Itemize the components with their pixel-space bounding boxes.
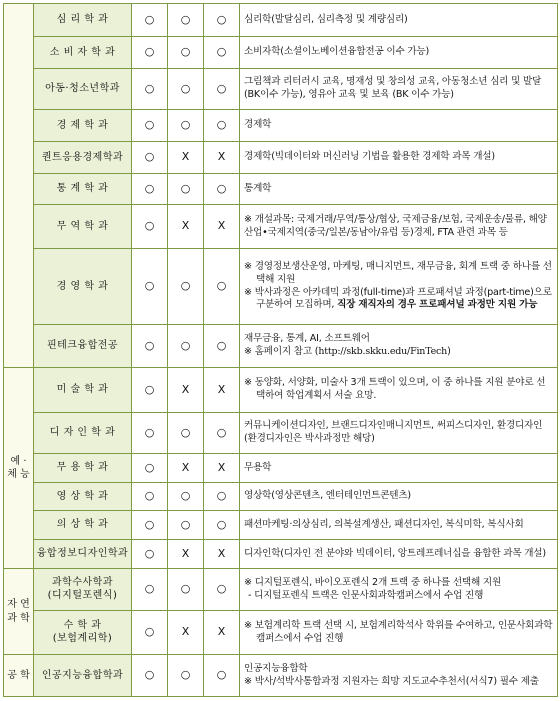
dept-description: 디자인학(디자인 전 분야와 빅데이터, 앙트레프레너십을 융합한 과목 개설) — [240, 540, 558, 569]
table-row — [4, 142, 558, 174]
dept-name: 융합정보디자인학과 — [34, 540, 132, 569]
table-row — [4, 37, 558, 69]
availability-mark: ○ — [132, 611, 168, 655]
availability-mark: ○ — [132, 142, 168, 174]
availability-mark: X — [204, 205, 240, 249]
availability-mark: ○ — [204, 413, 240, 454]
dept-name: 무 용 학 과 — [34, 454, 132, 483]
table-row — [4, 69, 558, 110]
availability-mark: X — [168, 142, 204, 174]
availability-mark: ○ — [168, 174, 204, 205]
division-engineering: 공 학 — [4, 655, 34, 697]
availability-mark: ○ — [204, 69, 240, 110]
availability-mark: ○ — [204, 655, 240, 697]
availability-mark: ○ — [132, 655, 168, 697]
availability-mark: ○ — [132, 413, 168, 454]
dept-name: 심 리 학 과 — [34, 4, 132, 37]
dept-description: ※ 개설과목: 국제거래/무역/통상/협상, 국제금융/보험, 국제운송/물류, 해양산업•국제지역(중국/일본/동남아/유럽 등)경제, FTA 관련 과목 등 — [240, 205, 558, 249]
availability-mark: ○ — [132, 454, 168, 483]
availability-mark: ○ — [204, 511, 240, 540]
availability-mark: ○ — [168, 511, 204, 540]
fintech-homepage-link[interactable]: http://skb.skku.edu/FinTech — [318, 346, 448, 357]
availability-mark: ○ — [168, 655, 204, 697]
dept-name: 무 역 학 과 — [34, 205, 132, 249]
dept-description: ※ 동양화, 서양화, 미술사 3개 트랙이 있으며, 이 중 하나를 지원 분야로 선택하여 학업계획서 서술 요망. — [240, 368, 558, 413]
table-row — [4, 413, 558, 454]
table-row — [4, 110, 558, 142]
table-row — [4, 454, 558, 483]
program-table — [3, 3, 558, 697]
dept-description: ※ 보험계리학 트랙 선택 시, 보험계리학석사 학위를 수여하고, 인문사회과학캠퍼스에서 수업 진행 — [240, 611, 558, 655]
availability-mark: ○ — [168, 110, 204, 142]
dept-description: 경제학(빅데이터와 머신러닝 기법을 활용한 경제학 과목 개설) — [240, 142, 558, 174]
availability-mark: X — [168, 368, 204, 413]
table-row — [4, 611, 558, 655]
availability-mark: ○ — [132, 4, 168, 37]
table-row — [4, 174, 558, 205]
availability-mark: ○ — [132, 569, 168, 611]
table-row — [4, 4, 558, 37]
dept-description: 재무금융, 통계, AI, 소프트웨어 ※ 홈페이지 참고 (http://skb.skku.edu/FinTech) — [240, 325, 558, 368]
dept-name: 경 제 학 과 — [34, 110, 132, 142]
dept-name: 인공지능융합학과 — [34, 655, 132, 697]
availability-mark: X — [168, 205, 204, 249]
availability-mark: ○ — [204, 569, 240, 611]
availability-mark: X — [204, 611, 240, 655]
table-row — [4, 205, 558, 249]
dept-description: 패션마케팅·의상심리, 의복설계생산, 패션디자인, 복식미학, 복식사회 — [240, 511, 558, 540]
table-row — [4, 368, 558, 413]
availability-mark: ○ — [132, 540, 168, 569]
availability-mark: X — [204, 142, 240, 174]
dept-name: 아동·청소년학과 — [34, 69, 132, 110]
availability-mark: X — [168, 454, 204, 483]
dept-name: 미 술 학 과 — [34, 368, 132, 413]
table-row — [4, 483, 558, 511]
table-row — [4, 511, 558, 540]
availability-mark: ○ — [132, 511, 168, 540]
dept-description: 심리학(발달심리, 심리측정 및 계량심리) — [240, 4, 558, 37]
dept-name: 영 상 학 과 — [34, 483, 132, 511]
division-arts-physical: 예 · 체 능 — [4, 368, 34, 569]
availability-mark: ○ — [204, 325, 240, 368]
availability-mark: ○ — [168, 249, 204, 325]
dept-name: 통 계 학 과 — [34, 174, 132, 205]
availability-mark: ○ — [204, 37, 240, 69]
availability-mark: ○ — [204, 110, 240, 142]
availability-mark: ○ — [204, 483, 240, 511]
availability-mark: ○ — [168, 37, 204, 69]
dept-description: 커뮤니케이션디자인, 브랜드디자인매니지먼트, 써피스디자인, 환경디자인(환경디자인은 박사과정만 해당) — [240, 413, 558, 454]
availability-mark: ○ — [204, 4, 240, 37]
availability-mark: X — [204, 368, 240, 413]
dept-name: 과학수사학과 (디지털포렌식) — [34, 569, 132, 611]
dept-description: 경제학 — [240, 110, 558, 142]
dept-name: 핀테크융합전공 — [34, 325, 132, 368]
availability-mark: ○ — [132, 483, 168, 511]
dept-name: 소 비 자 학 과 — [34, 37, 132, 69]
availability-mark: ○ — [132, 69, 168, 110]
dept-description: 통계학 — [240, 174, 558, 205]
table-row — [4, 655, 558, 697]
table-row — [4, 569, 558, 611]
dept-name: 퀀트응용경제학과 — [34, 142, 132, 174]
availability-mark: X — [168, 611, 204, 655]
availability-mark: ○ — [168, 483, 204, 511]
availability-mark: ○ — [132, 249, 168, 325]
availability-mark: ○ — [168, 69, 204, 110]
division-natural-sciences: 자 연 과 학 — [4, 569, 34, 655]
dept-description: ※ 경영정보생산운영, 마케팅, 매니지먼트, 재무금융, 회계 트랙 중 하나를 선택해 지원 ※ 박사과정은 아카데믹 과정(full-time)과 프로패셔널 과정(part-time)으로 구분하여 모집하며, 직장 재직자의 경우 프로패셔널 과정만 지원 가능 — [240, 249, 558, 325]
dept-description: 그림책과 리터러시 교육, 명재성 및 창의성 교육, 아동청소년 심리 및 발달(BK이수 가능), 영유아 교육 및 보육 (BK 이수 가능) — [240, 69, 558, 110]
table-row — [4, 249, 558, 325]
availability-mark: ○ — [168, 413, 204, 454]
table-row — [4, 325, 558, 368]
dept-name: 수 학 과 (보험계리학) — [34, 611, 132, 655]
availability-mark: ○ — [132, 174, 168, 205]
availability-mark: ○ — [204, 249, 240, 325]
availability-mark: ○ — [132, 110, 168, 142]
dept-name: 디 자 인 학 과 — [34, 413, 132, 454]
dept-description: ※ 디지털포렌식, 바이오포렌식 2개 트랙 중 하나를 선택해 지원 - 디지털포렌식 트랙은 인문사회과학캠퍼스에서 수업 진행 — [240, 569, 558, 611]
availability-mark: ○ — [168, 4, 204, 37]
dept-description: 무용학 — [240, 454, 558, 483]
availability-mark: X — [204, 540, 240, 569]
availability-mark: ○ — [204, 174, 240, 205]
dept-name: 경 영 학 과 — [34, 249, 132, 325]
availability-mark: ○ — [132, 205, 168, 249]
dept-name: 의 상 학 과 — [34, 511, 132, 540]
dept-description: 인공지능융합학 ※ 박사/석박사통합과정 지원자는 희망 지도교수추천서(서식7) 필수 제출 — [240, 655, 558, 697]
availability-mark: ○ — [132, 37, 168, 69]
availability-mark: ○ — [168, 325, 204, 368]
division-humanities-social — [4, 4, 34, 368]
dept-description: 영상학(영상콘텐츠, 엔터테인먼트콘텐츠) — [240, 483, 558, 511]
availability-mark: X — [204, 454, 240, 483]
availability-mark: X — [168, 540, 204, 569]
availability-mark: ○ — [168, 569, 204, 611]
availability-mark: ○ — [132, 325, 168, 368]
dept-description: 소비자학(소셜이노베이션융합전공 이수 가능) — [240, 37, 558, 69]
table-row — [4, 540, 558, 569]
availability-mark: ○ — [132, 368, 168, 413]
